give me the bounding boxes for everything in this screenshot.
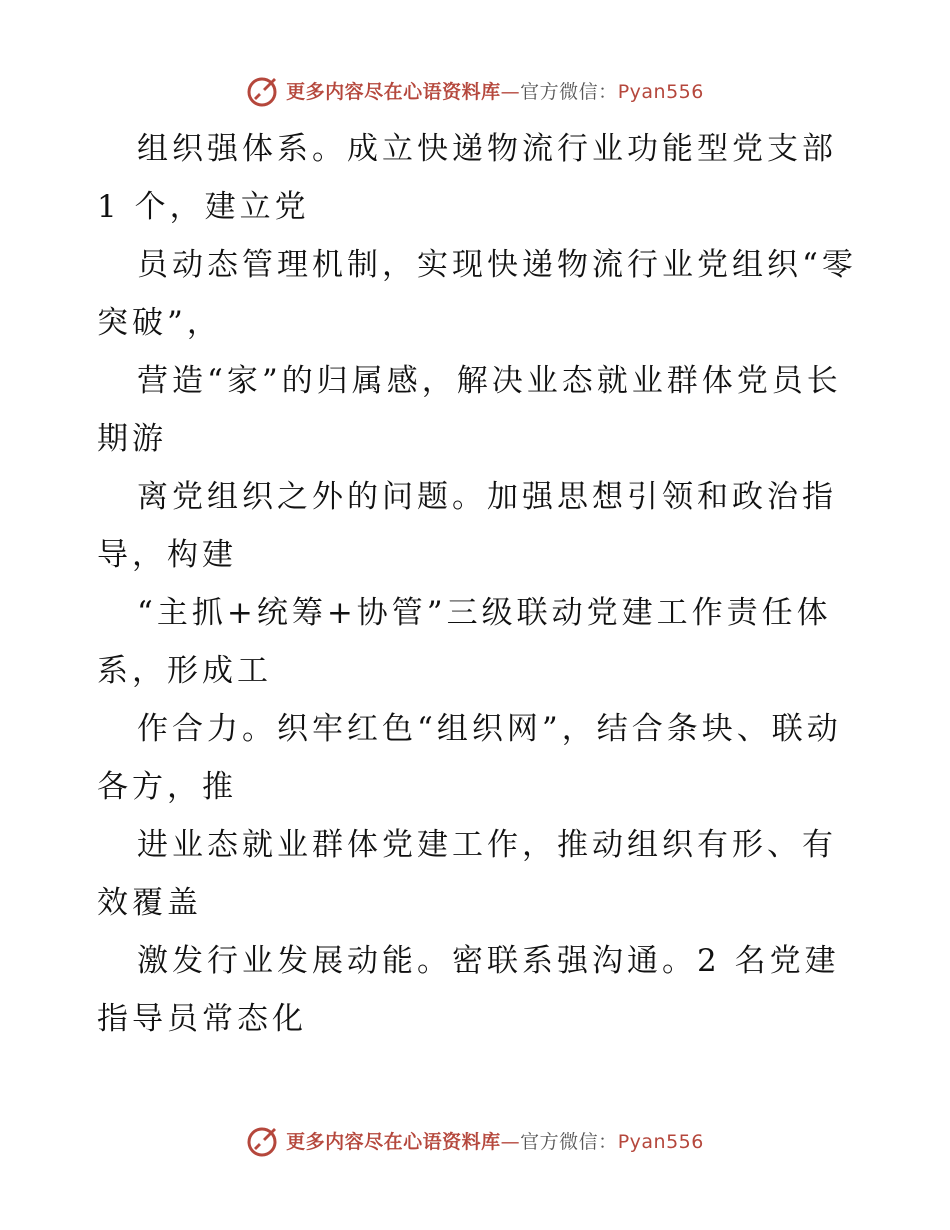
header-watermark: [0, 70, 950, 110]
paragraph: 激发行业发展动能。密联系强沟通。2 名党建指导员常态化: [97, 943, 840, 1037]
document-body: [97, 120, 857, 1048]
paragraph: 营造“家”的归属感，解决业态就业群体党员长期游: [97, 363, 842, 457]
pen-nib-icon: [246, 72, 282, 108]
paragraph: 进业态就业群体党建工作，推动组织有形、有效覆盖: [97, 827, 837, 921]
watermark-site-text: 更多内容尽在心语资料库: [286, 80, 501, 103]
watermark-dash: —: [500, 80, 521, 103]
paragraph: 员动态管理机制，实现快递物流行业党组织“零突破”，: [97, 247, 857, 341]
watermark-dash: —: [500, 1130, 521, 1153]
watermark-wechat-label: 官方微信：: [520, 1130, 618, 1153]
footer-watermark: [0, 1120, 950, 1160]
paragraph: 组织强体系。成立快递物流行业功能型党支部 1 个，建立党: [97, 131, 837, 225]
paragraph: 作合力。织牢红色“组织网”，结合条块、联动各方，推: [97, 711, 842, 805]
watermark-wechat-label: 官方微信：: [520, 80, 618, 103]
watermark-site-text: 更多内容尽在心语资料库: [286, 1130, 501, 1153]
watermark-wechat-id: Pyan556: [617, 1130, 704, 1153]
watermark-wechat-id: Pyan556: [617, 80, 704, 103]
paragraph: “主抓+统筹+协管”三级联动党建工作责任体系，形成工: [97, 595, 832, 689]
paragraph: 离党组织之外的问题。加强思想引领和政治指导，构建: [97, 479, 837, 573]
pen-nib-icon: [246, 1122, 282, 1158]
